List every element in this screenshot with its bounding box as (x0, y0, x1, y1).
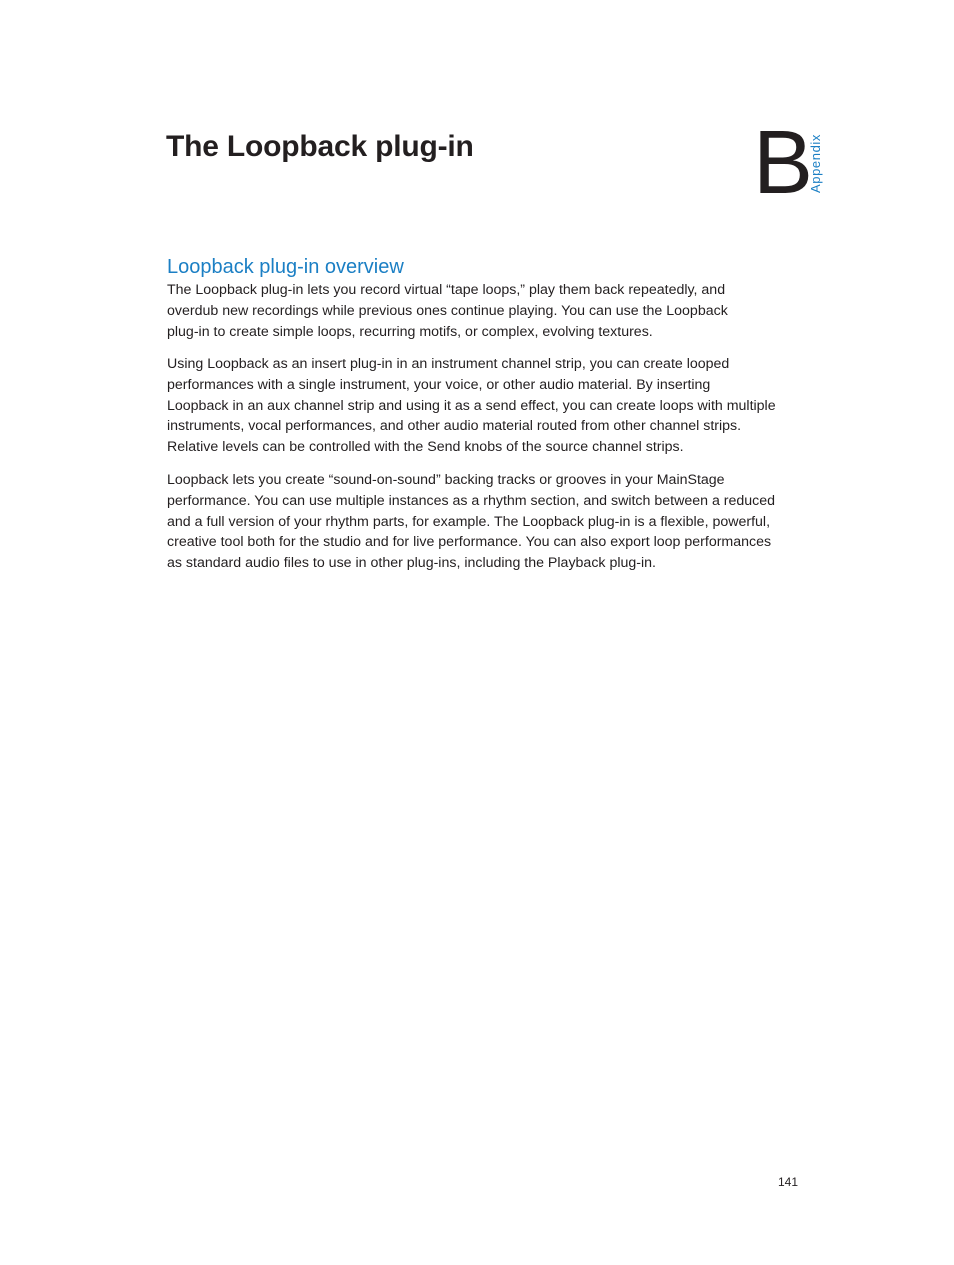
paragraph-line: performances with a single instrument, your voice, or other audio material. By inserting (167, 376, 711, 393)
section-heading: Loopback plug-in overview (167, 256, 404, 278)
paragraph-line: The Loopback plug-in lets you record virtual “tape loops,” play them back repeatedly, and (167, 282, 726, 298)
appendix-letter: B (753, 113, 812, 213)
paragraph-line: performance. You can use multiple instances as a rhythm section, and switch between a reduced (167, 492, 776, 509)
paragraph-line: Using Loopback as an insert plug-in in an instrument channel strip, you can create looped (167, 356, 730, 372)
appendix-label: Appendix (808, 133, 823, 193)
paragraph-line: Loopback lets you create “sound-on-sound” backing tracks or grooves in your MainStage (167, 472, 725, 488)
paragraph-line: as standard audio files to use in other plug-ins, including the Playback plug-in. (167, 555, 656, 572)
paragraph-line: Relative levels can be controlled with the Send knobs of the source channel strips. (167, 439, 684, 456)
paragraph-line: Loopback in an aux channel strip and using it as a send effect, you can create loops with multiple (167, 397, 776, 414)
body-paragraph-3 (167, 470, 802, 574)
paragraph-line: instruments, vocal performances, and other audio material routed from other channel strips. (167, 418, 742, 435)
page-number: 141 (778, 1175, 799, 1189)
body-paragraph-2 (167, 354, 802, 458)
paragraph-line: overdub new recordings while previous ones continue playing. You can use the Loopback (167, 302, 728, 319)
paragraph-line: and a full version of your rhythm parts, for example. The Loopback plug-in is a flexible, powerful, (167, 513, 771, 530)
page-title: The Loopback plug-in (166, 130, 474, 163)
paragraph-line: creative tool both for the studio and for live performance. You can also export loop performances (167, 534, 772, 551)
body-paragraph-1 (167, 280, 802, 342)
paragraph-line: plug-in to create simple loops, recurring motifs, or complex, evolving textures. (167, 323, 653, 340)
